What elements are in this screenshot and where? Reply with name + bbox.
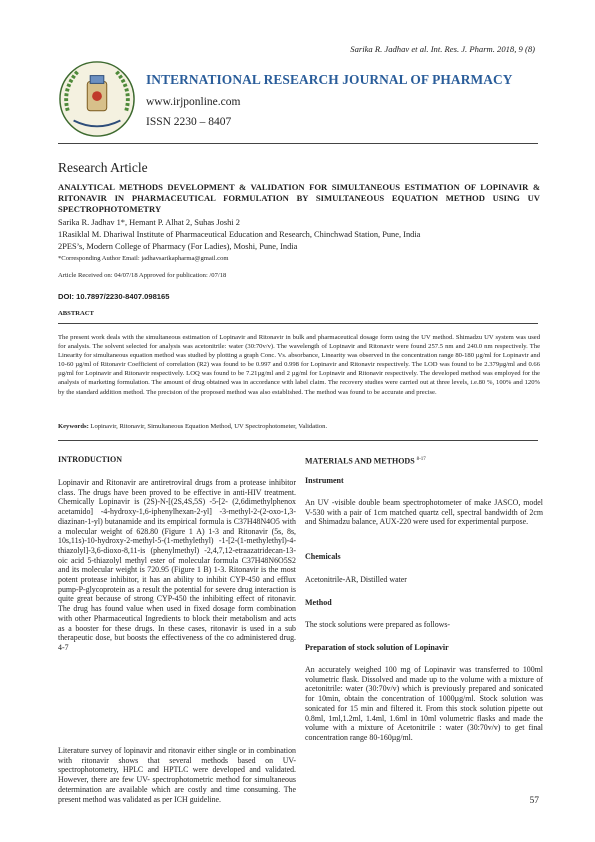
abstract-top-divider (58, 323, 538, 324)
journal-website-link[interactable]: www.irjponline.com (146, 96, 241, 108)
chemicals-text: Acetonitrile-AR, Distilled water (305, 575, 407, 584)
header-divider (58, 143, 538, 144)
article-dates: Article Received on: 04/07/18 Approved for publication: /07/18 (58, 272, 227, 279)
abstract-bottom-divider (58, 440, 538, 441)
article-doi[interactable]: DOI: 10.7897/2230-8407.098165 (58, 292, 170, 301)
journal-title: INTERNATIONAL RESEARCH JOURNAL OF PHARMACY (146, 72, 513, 87)
keywords-text: Lopinavir, Ritonavir, Simultaneous Equation Method, UV Spectrophotometer, Validation. (88, 423, 328, 430)
method-text: The stock solutions were prepared as follows- (305, 620, 451, 629)
introduction-heading (58, 455, 296, 465)
article-authors: Sarika R. Jadhav 1*, Hemant P. Alhat 2, Suhas Joshi 2 (58, 218, 240, 227)
affiliation-2: 2PES’s, Modern College of Pharmacy (For Ladies), Moshi, Pune, India (58, 242, 298, 251)
instrument-text: An UV -visible double beam spectrophotometer of make JASCO, model V-530 with a pair of 1cm matched quartz cell, spectral bandwidth of 2cm and Shimadzu balance, AUX-220 were used for experimental purpose. (305, 498, 543, 527)
journal-logo-icon (58, 60, 136, 138)
introduction-title: INTRODUCTION (58, 455, 123, 464)
article-title: ANALYTICAL METHODS DEVELOPMENT & VALIDATION FOR SIMULTANEOUS ESTIMATION OF LOPINAVIR & RITONAVIR IN PHARMACEUTICAL FORMULATION BY SIMULTANEOUS EQUATION METHOD USING UV SPECTROPHOTOMETRY (58, 182, 540, 214)
abstract-heading: ABSTRACT (58, 310, 94, 317)
instrument-heading: Instrument (305, 476, 344, 485)
introduction-paragraph-2: Literature survey of lopinavir and ritonavir either single or in combination with ritonavir shows that several methods based on UV- spectrophotometry, HPLC and HPTLC were developed and validated. However, there are few UV- spectrophotometric method for simultaneous determination are available which are costly and time consuming. The present method was validated as per ICH guideline. (58, 746, 296, 804)
stock-solution-heading: Preparation of stock solution of Lopinavir (305, 643, 449, 652)
stock-solution-text: An accurately weighed 100 mg of Lopinavir was transferred to 100ml volumetric flask. Dissolved and made up to the volume with a mixture of acetonitrile: water (30:70v/v) which is previously prepared and sonicated for 10min, obtain the concentration of 1000µg/ml. Stock solution was sonicated for 15 min and filtered it. From this stock solution pipette out 0.8ml, 1ml,1.2ml, 1.4ml, 1.6ml in 10ml volumetric flasks and made the volume with a mixture of Acetonitrile : water (30:70v/v) to get final concentration range 80-160µg/ml. (305, 665, 543, 742)
methods-title: MATERIALS AND METHODS (305, 456, 415, 466)
keywords-label: Keywords: (58, 423, 89, 430)
methods-heading (305, 455, 543, 466)
journal-issn: ISSN 2230 – 8407 (146, 116, 232, 128)
methods-ref: 8-17 (416, 457, 426, 462)
introduction-paragraph-1: Lopinavir and Ritonavir are antiretroviral drugs from a protease inhibitor class. The drugs have been proved to be effective in anti-HIV treatment. Chemically Lopinavir is (2S)-N-[(2S,4S,5S) -5-[2- (2,6dimethylphenox acetamido] -4-hydroxy-1,6-iphenylhexan-2-yl] -3-methyl-2-(2-oxo-1,3-diazinan-1-yl) butanamide and its empirical formula is C37H48N4O5 with a molecular weight of 628.80 (Figure 1 A) 1-3 and Ritonavir (5s, 8s, 10s,11s)-10-hydroxy-2-methyl-5-(1-methylethyl) -1-[2-(1-methylethyl)-4-thiazolyl]-3,6-dioxo-8,11-is (phenylmethyl) -2,4,7,12-etraazatridecan-13-oic acid 5-thiazolyl methyl ester of molecular formula C37H48N6O5S2 and its molecular weight is 720.95 (Figure 1 B) 1-3. Ritonavir is the most potent protease inhibitor, it has an ability to inhibit CYP-450 and efflux pump-P-glycoprotein as a result the potential for severe drug interaction is quite great because of strong CYP-450 the inhibiting effect of ritonavir. The drug has found value when used in fixed dosage form combination with other Pharmaceutical Ingredients to block their metabolism and acts as a booster for these drugs. In these cases, ritonavir is used in a sub therapeutic dose, but boosts the effectiveness of the co administered drug. 4-7 (58, 478, 296, 652)
page-number: 57 (529, 796, 539, 806)
article-type-label: Research Article (58, 160, 148, 175)
running-header-citation: Sarika R. Jadhav et al. Int. Res. J. Pharm. 2018, 9 (8) (350, 44, 535, 54)
affiliation-1: 1Rasiklal M. Dhariwal Institute of Pharmaceutical Education and Research, Chinchwad Station, Pune, India (58, 230, 421, 239)
chemicals-heading: Chemicals (305, 552, 341, 561)
keywords-line (58, 423, 540, 430)
corresponding-author: *Corresponding Author Email: jadhavsarikapharma@gmail.com (58, 255, 229, 262)
abstract-text: The present work deals with the simultaneous estimation of Lopinavir and Ritonavir in bulk and pharmaceutical dosage form using the UV method. Shimadzu UV system was used for analysis. The solvent selected for analysis was acetonitrile: water (30:70v/v). The wavelength of Lopinavir and Ritonavir were found 257.5 nm and 240.0 nm respectively. The Linearity for simultaneous equation method was studied by plotting a graph Conc. Vs. absorbance, Linearity was observed in the concentration range 80-180 µg/ml for Lopinavir and 10-60 µg/ml of Ritonavir Coefficient of correlation (R2) was found to be 0.997 and 0.998 for Lopinavir and Ritonavir respectively. The LOD was found to be 2.379µg/ml and 0.66 µg/ml for Lopinavir and Ritonavir respectively. LOQ was found to be 7.21µg/ml and 2 µg/ml for Lopinavir and Ritonavir respectively. The developed method was employed for the analysis of marketing formulation. The amount of drug obtained was in accordance with label claim. The recovery studies were carried out at three levels, i.e.80 %, 100% and 120% by the standard addition method. The precision of the proposed method was also established. The method was found to be accurate and precise. (58, 334, 540, 396)
method-heading: Method (305, 598, 332, 607)
